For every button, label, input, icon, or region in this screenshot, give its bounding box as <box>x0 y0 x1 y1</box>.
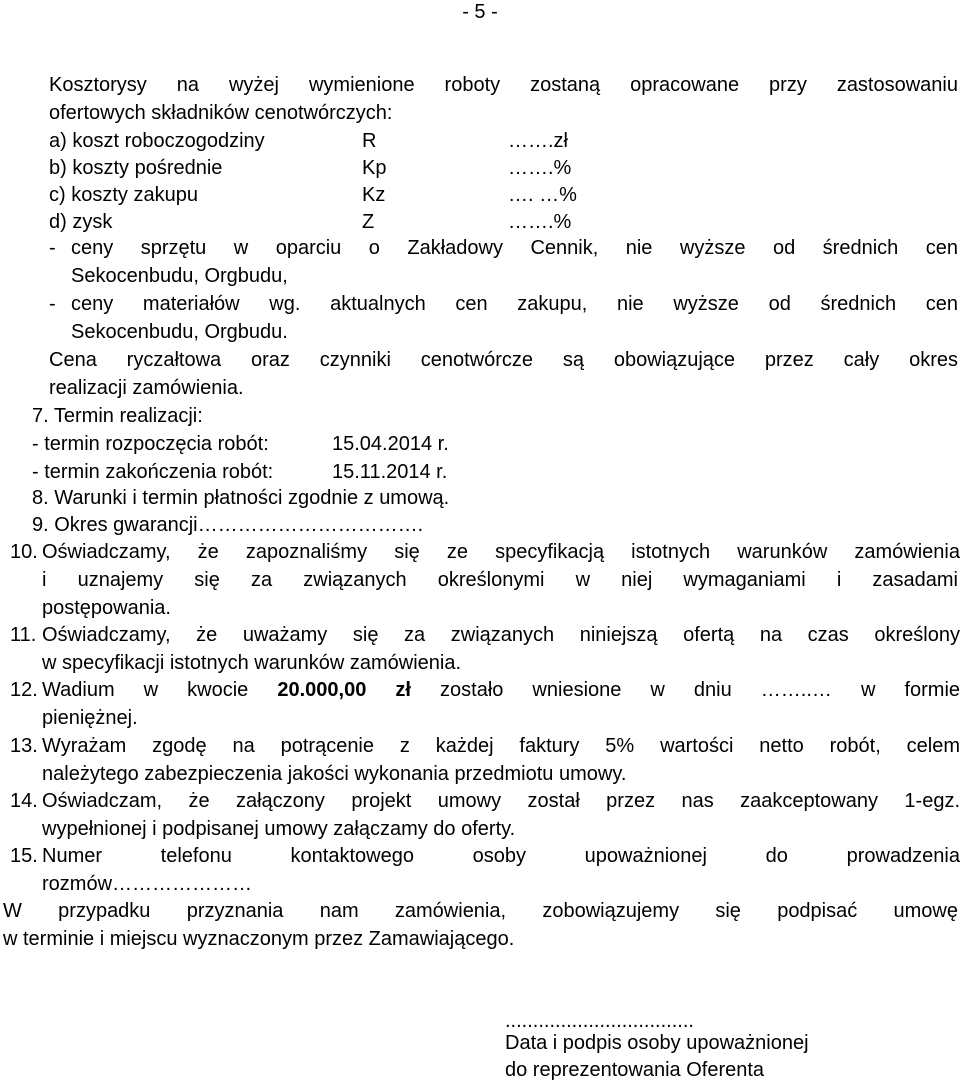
item-number: 12. <box>10 679 38 701</box>
closing-line-2: w terminie i miejscu wyznaczonym przez Zamawiającego. <box>3 928 515 950</box>
item-number: 15. <box>10 845 38 867</box>
section-9: 9. Okres gwarancji……………………………. <box>32 514 424 536</box>
wadium-pre: Wadium w kwocie <box>42 679 249 701</box>
item-line: należytego zabezpieczenia jakości wykonania przedmiotu umowy. <box>42 763 627 785</box>
pricing-item <box>49 234 958 290</box>
signature-line-1: Data i podpis osoby upoważnionej <box>505 1032 809 1054</box>
item-line: w specyfikacji istotnych warunków zamówienia. <box>42 652 462 674</box>
item-line: Oświadczamy, że zapoznaliśmy się ze specyfikacją istotnych warunków zamówienia <box>42 541 960 563</box>
item-number: 11. <box>10 624 37 646</box>
dash-marker: - <box>49 293 56 315</box>
item-line: rozmów………………… <box>42 873 253 895</box>
wadium-amount: 20.000,00 zł <box>277 679 411 701</box>
component-symbol: Kz <box>362 184 386 206</box>
component-label: a) koszt roboczogodziny <box>49 130 265 152</box>
component-symbol: Kp <box>362 157 387 179</box>
page-number: - 5 - <box>462 1 498 23</box>
intro-line-1: Kosztorysy na wyżej wymienione roboty zostaną opracowane przy zastosowaniu <box>49 74 958 96</box>
component-symbol: Z <box>362 211 375 233</box>
component-symbol: R <box>362 130 377 152</box>
component-label: c) koszty zakupu <box>49 184 198 206</box>
pricing-line-2: Sekocenbudu, Orgbudu. <box>71 321 288 343</box>
item-number: 13. <box>10 735 38 757</box>
section-8: 8. Warunki i termin płatności zgodnie z umową. <box>32 487 450 509</box>
item-line: Oświadczamy, że uważamy się za związanych niniejszą ofertą na czas określony <box>42 624 960 646</box>
signature-line-2: do reprezentowania Oferenta <box>505 1059 765 1081</box>
item-line: Oświadczam, że załączony projekt umowy został przez nas zaakceptowany 1-egz. <box>42 790 960 812</box>
component-value: …….% <box>508 211 572 233</box>
signature-dots: .................................. <box>505 1010 694 1032</box>
section-7 <box>32 402 732 486</box>
end-date-label: - termin zakończenia robót: <box>32 461 274 483</box>
start-date-label: - termin rozpoczęcia robót: <box>32 433 269 455</box>
intro-line-2: ofertowych składników cenotwórczych: <box>49 102 393 124</box>
wadium-post: zostało wniesione w dniu ……..… w formie <box>440 679 960 701</box>
section-7-title: 7. Termin realizacji: <box>32 405 203 427</box>
pricing-line-1: ceny materiałów wg. aktualnych cen zakupu, nie wyższe od średnich cen <box>71 293 958 315</box>
closing-paragraph <box>3 897 958 953</box>
item-line: i uznajemy się za związanych określonymi w niej wymaganiami i zasadami <box>42 569 958 591</box>
item-number: 14. <box>10 790 38 812</box>
item-line: pieniężnej. <box>42 707 138 729</box>
component-label: b) koszty pośrednie <box>49 157 223 179</box>
pricing-line-1: ceny sprzętu w oparciu o Zakładowy Cennik, nie wyższe od średnich cen <box>71 237 958 259</box>
item-10-continuation <box>42 566 958 622</box>
component-value: …….% <box>508 157 572 179</box>
item-line: Numer telefonu kontaktowego osoby upoważnionej do prowadzenia <box>42 845 960 867</box>
item-line <box>42 676 960 704</box>
pricing-item <box>49 290 958 346</box>
item-line: wypełnionej i podpisanej umowy załączamy do oferty. <box>42 818 516 840</box>
item-line: postępowania. <box>42 597 171 619</box>
pricing-line-2: Sekocenbudu, Orgbudu, <box>71 265 288 287</box>
lump-sum-paragraph <box>49 346 958 402</box>
component-value: …. …% <box>508 184 577 206</box>
cost-components-list <box>49 127 749 239</box>
item-line: Wyrażam zgodę na potrącenie z każdej faktury 5% wartości netto robót, celem <box>42 735 960 757</box>
component-label: d) zysk <box>49 211 113 233</box>
intro-paragraph <box>49 71 958 127</box>
end-date-value: 15.11.2014 r. <box>332 461 448 483</box>
closing-line-1: W przypadku przyznania nam zamówienia, zobowiązujemy się podpisać umowę <box>3 900 958 922</box>
dash-marker: - <box>49 237 56 259</box>
lump-sum-line-2: realizacji zamówienia. <box>49 377 244 399</box>
lump-sum-line-1: Cena ryczałtowa oraz czynniki cenotwórcze są obowiązujące przez cały okres <box>49 349 958 371</box>
start-date-value: 15.04.2014 r. <box>332 433 449 455</box>
component-value: …….zł <box>508 130 568 152</box>
item-number: 10. <box>10 541 38 563</box>
